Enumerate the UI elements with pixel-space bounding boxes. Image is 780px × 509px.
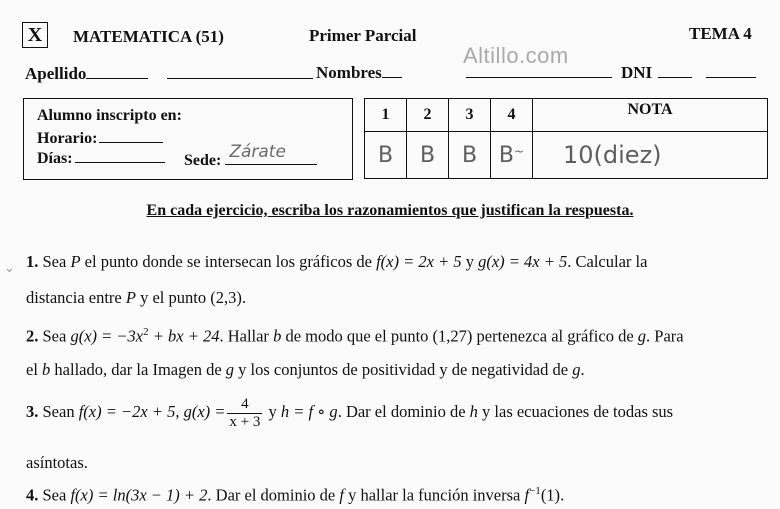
q1-text: . Calcular la (567, 252, 648, 271)
q3-number: 3. (26, 401, 39, 421)
theme-label: TEMA 4 (689, 24, 752, 43)
instruction: En cada ejercicio, escriba los razonamientos que justifican la respuesta. (146, 202, 634, 219)
grade-cell-3 (449, 132, 491, 179)
q2-text: . (580, 360, 585, 379)
q1-point-p: P (70, 252, 81, 271)
q3-function-f: f(x) = −2x + 5 (78, 401, 176, 421)
q3-text: y las ecuaciones de todas sus (477, 401, 674, 421)
q3-fraction-numerator: 4 (227, 396, 262, 414)
q2-var-g: g (225, 360, 235, 379)
names-field (316, 63, 612, 83)
q1-function-g: g(x) = 4x + 5 (478, 252, 568, 271)
q4-text: . (560, 485, 565, 505)
days-label: Días: (37, 150, 73, 167)
question-4-line-1 (26, 485, 564, 506)
q2-text: y los conjuntos de positividad y de negatividad de (234, 360, 573, 379)
grade-header-2: 2 (407, 99, 449, 132)
question-3-line-1 (26, 396, 673, 430)
q2-text: Sea (38, 326, 71, 346)
campus-label: Sede: (184, 152, 222, 169)
q4-exponent: −1 (529, 485, 541, 497)
q2-text: pertenezca al gráfico de (472, 326, 638, 346)
q1-text: y el punto (135, 288, 211, 307)
q3-text: , (175, 401, 184, 421)
q2-text: de modo que el punto (281, 326, 433, 346)
grade-value-3: B (461, 142, 478, 168)
q2-text: hallado, dar la Imagen de (50, 360, 226, 379)
watermark: Altillo.com (463, 43, 569, 68)
q2-exponent: 2 (143, 326, 149, 338)
names-blank (382, 63, 402, 78)
q4-text: y hallar la función inversa (343, 485, 525, 505)
dni-blank-2 (706, 63, 756, 78)
q1-text: . (241, 288, 246, 307)
grade-cell-nota (533, 132, 768, 179)
dni-label: DNI (621, 63, 653, 82)
q3-function-g: g(x) = (183, 401, 226, 421)
grade-table (364, 98, 768, 179)
selected-mark-box: X (22, 22, 48, 48)
grade-value-2: B (419, 142, 436, 168)
question-2-line-1 (26, 326, 684, 347)
q3-text: y (264, 401, 281, 421)
subject-title: MATEMATICA (51) (73, 27, 224, 46)
q1-point-coords: (2,3) (210, 288, 242, 307)
q4-var-f: f (339, 485, 344, 505)
grade-cell-2 (407, 132, 449, 179)
q2-point: (1,27) (432, 326, 473, 346)
surname-blank-2 (167, 64, 313, 79)
grade-accent-mark: ~ (514, 144, 525, 159)
schedule-label: Horario: (37, 130, 98, 147)
q1-number: 1. (26, 252, 39, 271)
q2-var-b: b (42, 360, 51, 379)
names-blank-2 (466, 63, 612, 78)
schedule-blank (99, 128, 163, 143)
q3-composition: h = f ∘ g (280, 401, 338, 421)
q2-text: el (26, 360, 43, 379)
q2-text: . Hallar (219, 326, 274, 346)
grade-header-1: 1 (365, 99, 407, 132)
q2-number: 2. (26, 326, 39, 346)
q4-text: Sea (38, 485, 71, 505)
days-blank (75, 148, 165, 163)
q2-function-g-rest: + bx + 24 (148, 326, 220, 346)
grade-header-3: 3 (449, 99, 491, 132)
campus-handwritten: Zárate (229, 142, 286, 162)
enrolled-label: Alumno inscripto en: (37, 107, 182, 124)
grade-value-nota: 10(diez) (563, 141, 662, 169)
stray-mark: ⌄ (4, 261, 15, 276)
q3-text: Sean (38, 401, 79, 421)
q3-text: asíntotas. (26, 453, 88, 472)
question-2-line-2 (26, 360, 585, 380)
q2-var-b: b (273, 326, 282, 346)
q3-var-h: h (469, 401, 478, 421)
q4-inverse-f: f (524, 485, 530, 505)
question-3-line-2 (26, 453, 88, 473)
q4-text: . Dar el dominio de (207, 485, 340, 505)
days-field (37, 148, 165, 168)
names-label: Nombres (316, 63, 382, 82)
dni-blank (658, 63, 692, 78)
q3-text: . Dar el dominio de (337, 401, 470, 421)
campus-field (184, 142, 317, 170)
q4-number: 4. (26, 485, 39, 505)
question-1-line-1 (26, 252, 647, 272)
exam-title: Primer Parcial (309, 26, 417, 45)
q2-text: . Para (646, 326, 684, 346)
q2-var-g: g (572, 360, 581, 379)
q3-fraction (227, 396, 262, 430)
grade-value-1: B (377, 142, 394, 168)
grade-cell-1 (365, 132, 407, 179)
q2-function-g: g(x) = −3x (70, 326, 144, 346)
grade-value-4: B (498, 142, 515, 168)
grade-header-4: 4 (491, 99, 533, 132)
grade-cell-4 (491, 132, 533, 179)
q1-point-p: P (125, 288, 136, 307)
dni-field (621, 63, 756, 83)
q2-var-g: g (637, 326, 647, 346)
surname-field (25, 64, 313, 84)
q1-text: distancia entre (26, 288, 126, 307)
q1-text: el punto donde se intersecan los gráficos de (80, 252, 377, 271)
q4-function-f: f(x) = ln(3x − 1) + 2 (70, 485, 208, 505)
campus-blank (225, 142, 317, 165)
enrollment-box (23, 98, 353, 180)
question-1-line-2 (26, 288, 246, 308)
q1-text: Sea (38, 252, 71, 271)
grade-header-nota: NOTA (533, 99, 768, 132)
q1-text: y (461, 252, 479, 271)
q3-fraction-denominator: x + 3 (229, 413, 261, 430)
q1-function-f: f(x) = 2x + 5 (376, 252, 462, 271)
surname-blank (86, 64, 148, 79)
schedule-field (37, 128, 163, 148)
q4-argument: (1) (540, 485, 561, 505)
surname-label: Apellido (25, 64, 87, 83)
